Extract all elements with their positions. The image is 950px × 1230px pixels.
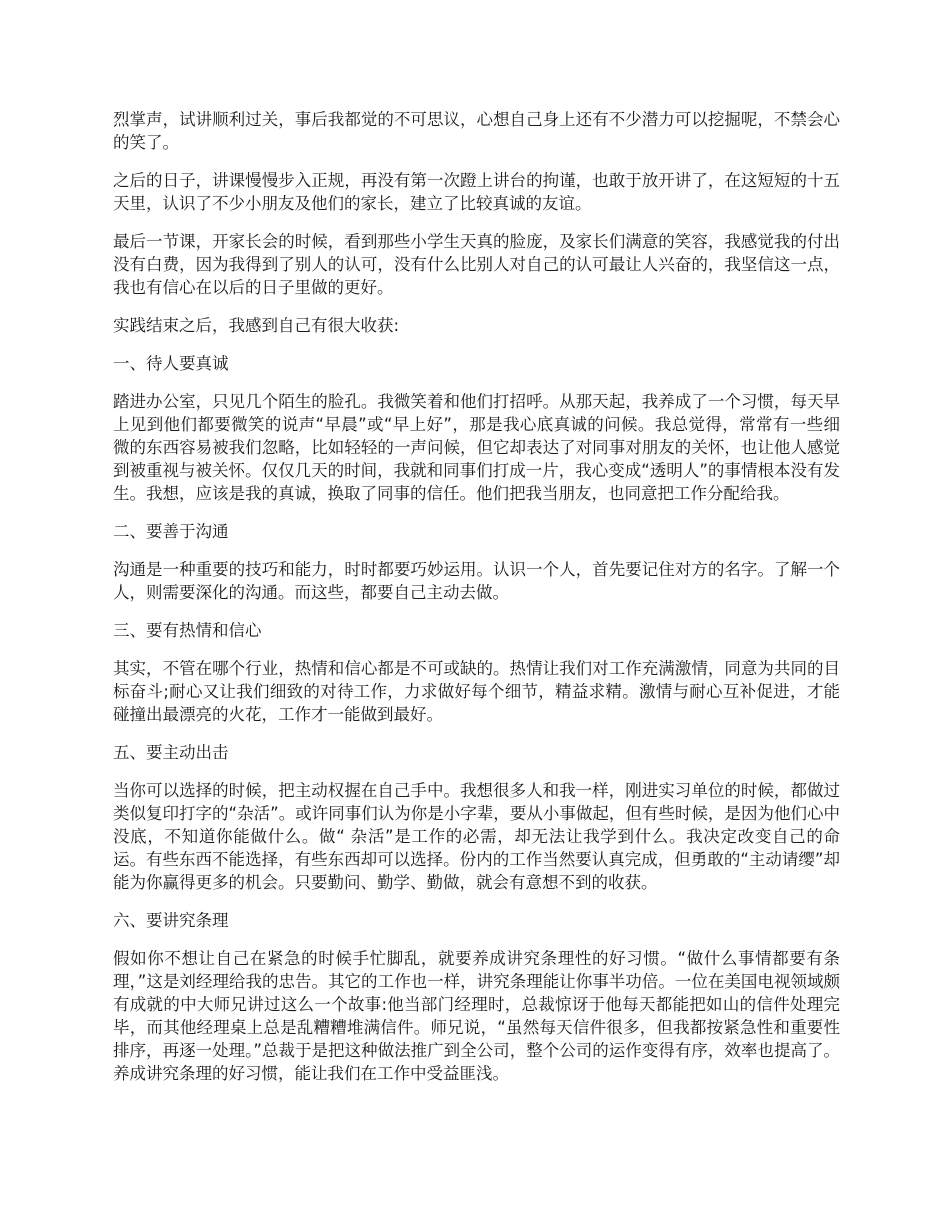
section-heading: 三、要有热情和信心 [113, 621, 262, 640]
paragraph: 其实，不管在哪个行业，热情和信心都是不可或缺的。热情让我们对工作充满激情，同意为共同的目标奋斗;耐心又让我们细致的对待工作，力求做好每个细节，精益求精。激情与耐心互补促进，才能碰撞出最漂亮的火花，工作才一能做到最好。 [113, 659, 840, 724]
paragraph: 假如你不想让自己在紧急的时候手忙脚乱，就要养成讲究条理性的好习惯。“做什么事情都要有条理，”这是刘经理给我的忠告。其它的工作也一样，讲究条理能让你事半功倍。一位在美国电视领域颇有成就的中大师兄讲过这么一个故事:他当部门经理时，总裁惊讶于他每天都能把如山的信件处理完毕，而其他经理桌上总是乱糟糟堆满信件。师兄说，“虽然每天信件很多，但我都按紧急性和重要性排序，再逐一处理。”总裁于是把这种做法推广到全公司，整个公司的运作变得有序，效率也提高了。养成讲究条理的好习惯，能让我们在工作中受益匪浅。 [113, 949, 840, 1083]
section-heading: 二、要善于沟通 [113, 522, 229, 541]
paragraph: 之后的日子，讲课慢慢步入正规，再没有第一次蹬上讲台的拘谨，也敢于放开讲了，在这短短的十五天里，认识了不少小朋友及他们的家长，建立了比较真诚的友谊。 [113, 171, 840, 213]
document-body [113, 108, 840, 1100]
paragraph: 踏进办公室，只见几个陌生的脸孔。我微笑着和他们打招呼。从那天起，我养成了一个习惯，每天早上见到他们都要微笑的说声“早晨”或“早上好”，那是我心底真诚的问候。我总觉得，常常有一些细微的东西容易被我们忽略，比如轻轻的一声问候，但它却表达了对同事对朋友的关怀，也让他人感觉到被重视与被关怀。仅仅几天的时间，我就和同事们打成一片，我心变成“透明人”的事情根本没有发生。我想，应该是我的真诚，换取了同事的信任。他们把我当朋友，也同意把工作分配给我。 [113, 392, 840, 503]
section-heading: 六、要讲究条理 [113, 911, 229, 930]
paragraph: 实践结束之后，我感到自己有很大收获: [113, 316, 400, 335]
section-heading: 五、要主动出击 [113, 743, 229, 762]
paragraph: 烈掌声，试讲顺利过关，事后我都觉的不可思议，心想自己身上还有不少潜力可以挖掘呢，不禁会心的笑了。 [113, 110, 840, 152]
paragraph: 当你可以选择的时候，把主动权握在自己手中。我想很多人和我一样，刚进实习单位的时候，都做过类似复印打字的“杂活”。或许同事们认为你是小字辈，要从小事做起，但有些时候，是因为他们心中没底，不知道你能做什么。做“ 杂活”是工作的必需，却无法让我学到什么。我决定改变自己的命运。有些东西不能选择，有些东西却可以选择。份内的工作当然要认真完成，但勇敢的“主动请缨”却能为你赢得更多的机会。只要勤问、勤学、勤做，就会有意想不到的收获。 [113, 781, 840, 892]
paragraph: 沟通是一种重要的技巧和能力，时时都要巧妙运用。认识一个人，首先要记住对方的名字。了解一个人，则需要深化的沟通。而这些，都要自己主动去做。 [113, 560, 840, 602]
paragraph: 最后一节课，开家长会的时候，看到那些小学生天真的脸庞，及家长们满意的笑容，我感觉我的付出没有白费，因为我得到了别人的认可，没有什么比别人对自己的认可最让人兴奋的，我坚信这一点，我也有信心在以后的日子里做的更好。 [113, 232, 840, 297]
section-heading: 一、待人要真诚 [113, 354, 229, 373]
